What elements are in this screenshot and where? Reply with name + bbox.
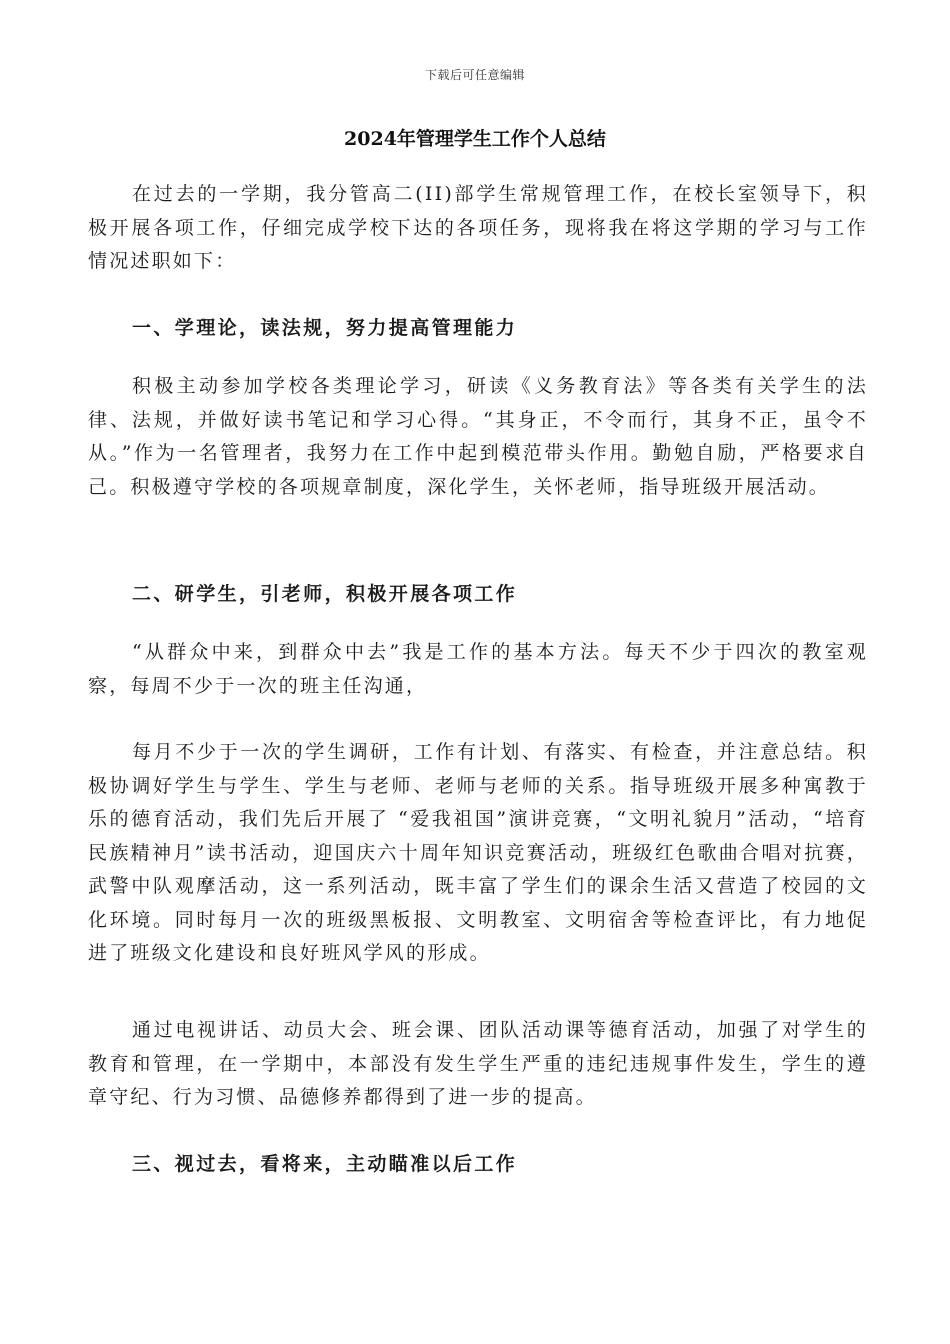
document-title: 2024年管理学生工作个人总结	[344, 128, 606, 150]
paragraph-section2b-text: 每月不少于一次的学生调研，工作有计划、有落实、有检查，并注意总结。积极协调好学生与学生、学生与老师、老师与老师的关系。指导班级开展多种寓教于乐的德育活动，我们先后开展了 “爱我祖国”演讲竞赛，“文明礼貌月”活动，“培育民族精神月”读书活动，迎国庆六十周年知识竞赛活动，班级红色歌曲合唱对抗赛，武警中队观摩活动，这一系列活动，既丰富了学生们的课余生活又营造了校园的文化环境。同时每月一次的班级黑板报、文明教室、文明宿舍等检查评比，有力地促进了班级文化建设和良好班风学风的形成。	[88, 741, 868, 964]
paragraph-intro	[88, 178, 868, 279]
section-heading-3-text: 三、视过去，看将来，主动瞄准以后工作	[132, 1153, 518, 1175]
paragraph-section1	[88, 370, 868, 504]
section-heading-2-text: 二、研学生，引老师，积极开展各项工作	[132, 583, 518, 605]
section-heading-1-text: 一、学理论，读法规，努力提高管理能力	[132, 317, 518, 339]
paragraph-section2a-text: “从群众中来，到群众中去”我是工作的基本方法。每天不少于四次的教室观察，每周不少于一次的班主任沟通，	[88, 641, 868, 697]
paragraph-section2a	[88, 636, 868, 703]
section-heading-3	[88, 1148, 868, 1182]
paragraph-section1-text: 积极主动参加学校各类理论学习，研读《义务教育法》等各类有关学生的法律、法规，并做好读书笔记和学习心得。“其身正，不令而行，其身不正，虽令不从。”作为一名管理者，我努力在工作中起到模范带头作用。勤勉自励，严格要求自己。积极遵守学校的各项规章制度，深化学生，关怀老师，指导班级开展活动。	[88, 375, 868, 498]
section-heading-1	[88, 312, 868, 346]
paragraph-section2c	[88, 1014, 868, 1115]
paragraph-intro-text: 在过去的一学期，我分管高二(II)部学生常规管理工作，在校长室领导下，积极开展各项工作，仔细完成学校下达的各项任务，现将我在将这学期的学习与工作情况述职如下：	[88, 183, 868, 272]
paragraph-section2b	[88, 736, 868, 971]
header-note: 下载后可任意编辑	[424, 68, 525, 82]
section-heading-2	[88, 578, 868, 612]
paragraph-section2c-text: 通过电视讲话、动员大会、班会课、团队活动课等德育活动，加强了对学生的教育和管理，在一学期中，本部没有发生学生严重的违纪违规事件发生，学生的遵章守纪、行为习惯、品德修养都得到了进一步的提高。	[88, 1019, 868, 1108]
